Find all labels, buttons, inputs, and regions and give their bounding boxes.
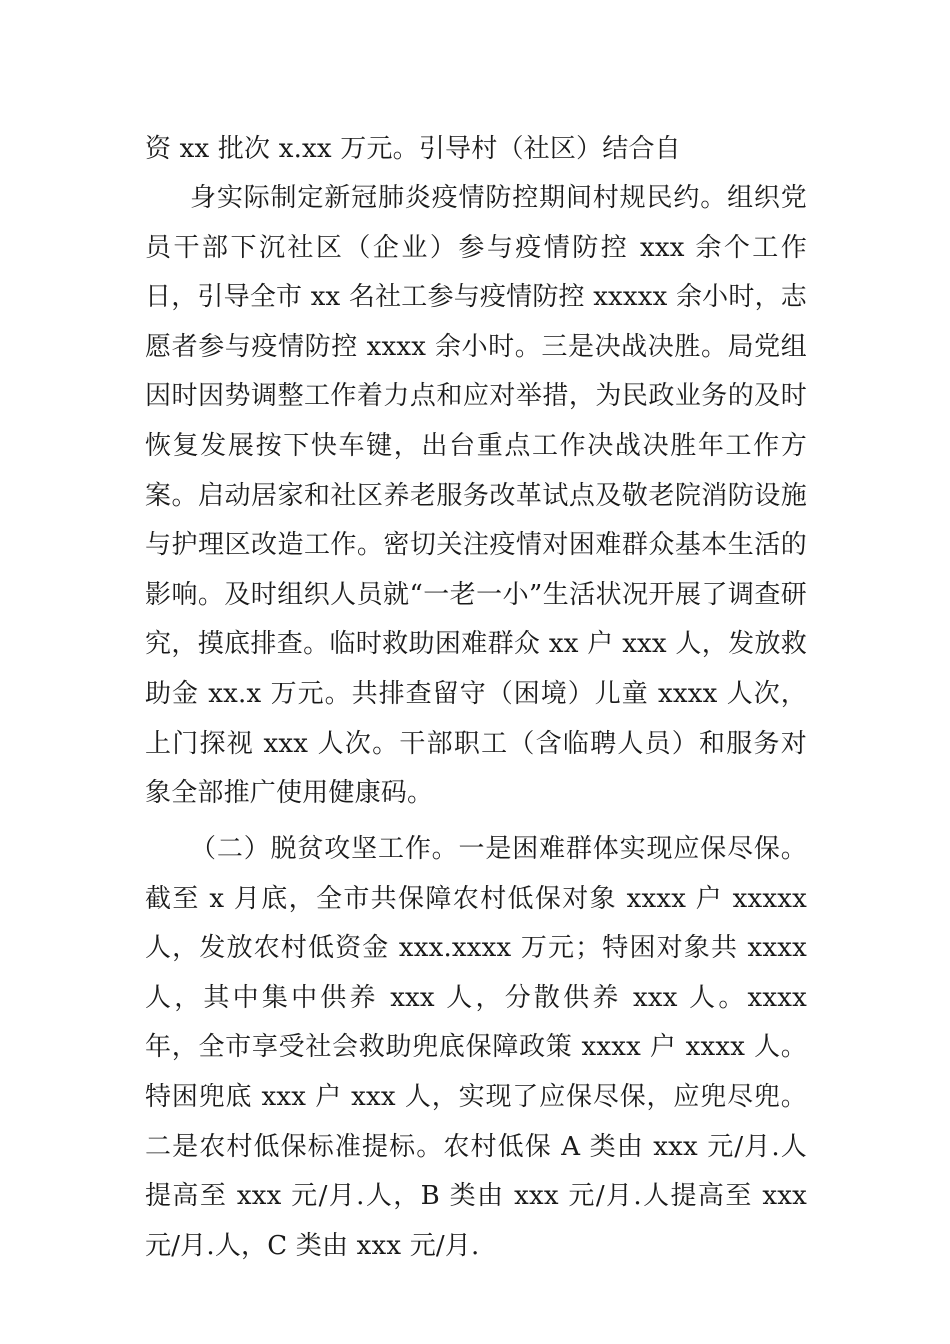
continuation-line: 资 xx 批次 x.xx 万元。引导村（社区）结合自	[145, 134, 681, 164]
paragraph-poverty-alleviation: （二）脱贫攻坚工作。一是困难群体实现应保尽保。截至 x 月底，全市共保障农村低保对象 xxxx 户 xxxxx 人，发放农村低资金 xxx.xxxx 万元；特困对象共 xxxx 人，其中集中供养 xxx 人，分散供养 xxx 人。xxxx 年，全市享受社会救助兜底保障政策 xxxx 户 xxxx 人。特困兜底 xxx 户 xxx 人，实现了应保尽保，应兜尽兜。二是农村低保标准提标。农村低保 A 类由 xxx 元/月.人提高至 xxx 元/月.人，B 类由 xxx 元/月.人提高至 xxx 元/月.人，C 类由 xxx 元/月.	[145, 834, 807, 1261]
paragraph-epidemic-prevention: 身实际制定新冠肺炎疫情防控期间村规民约。组织党员干部下沉社区（企业）参与疫情防控 xxx 余个工作日，引导全市 xx 名社工参与疫情防控 xxxxx 余小时，志愿者参与疫情防控 xxxx 余小时。三是决战决胜。局党组因时因势调整工作着力点和应对举措，为民政业务的及时恢复发展按下快车键，出台重点工作决战决胜年工作方案。启动居家和社区养老服务改革试点及敬老院消防设施与护理区改造工作。密切关注疫情对困难群众基本生活的影响。及时组织人员就“一老一小”生活状况开展了调查研究，摸底排查。临时救助困难群众 xx 户 xxx 人，发放救助金 xx.x 万元。共排查留守（困境）儿童 xxxx 人次，上门探视 xxx 人次。干部职工（含临聘人员）和服务对象全部推广使用健康码。	[145, 183, 807, 809]
